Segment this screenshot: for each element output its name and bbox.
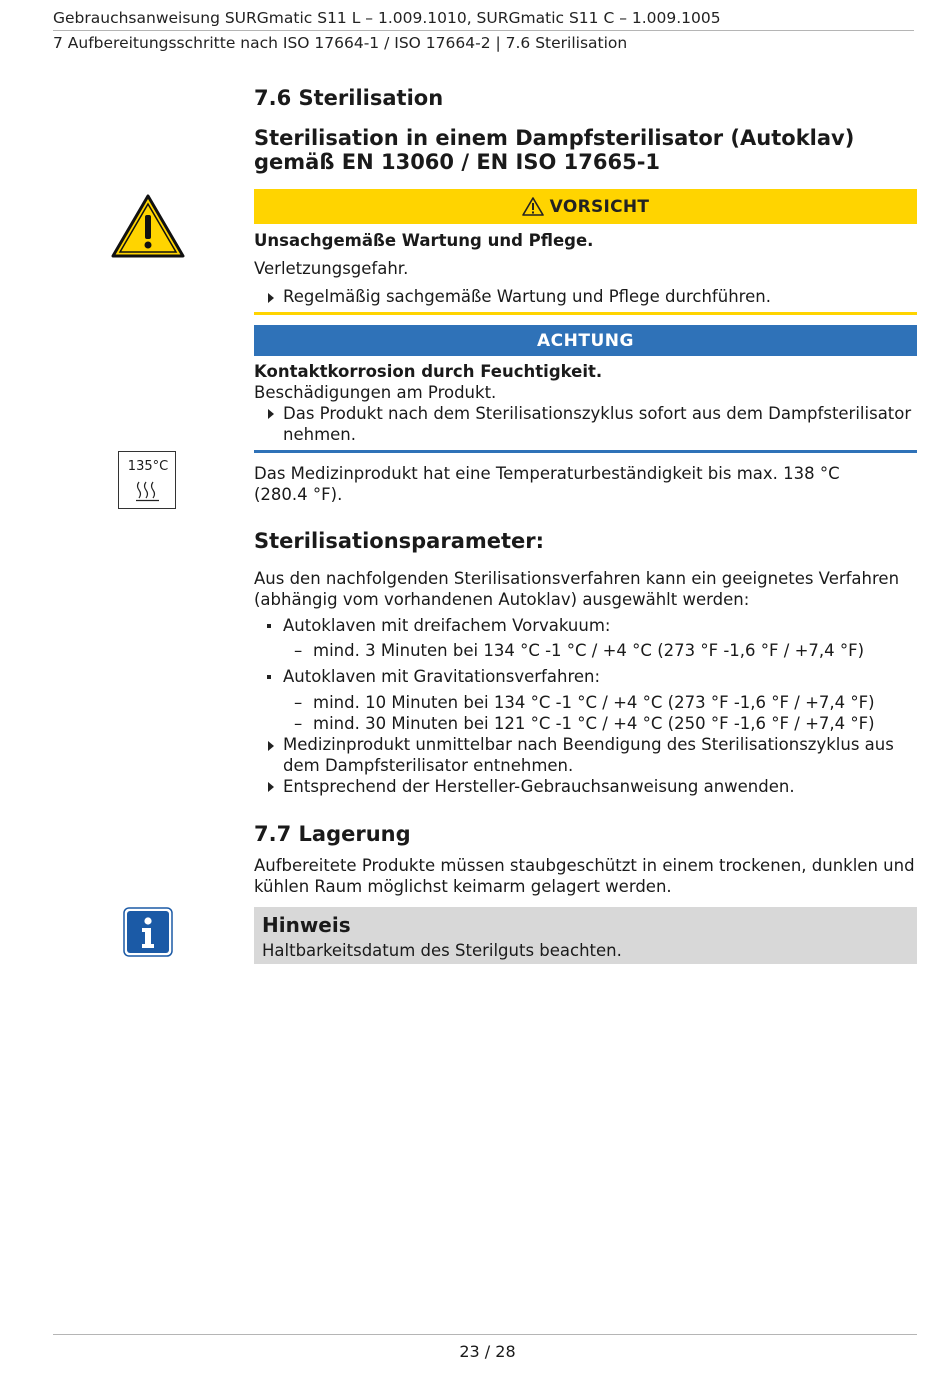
dash-bullet: – bbox=[294, 641, 303, 660]
hinweis-box bbox=[254, 907, 917, 964]
action-follow-manufacturer: Entsprechend der Hersteller-Gebrauchsanweisung anwenden. bbox=[283, 777, 795, 796]
section-heading-7-7: 7.7 Lagerung bbox=[254, 822, 411, 846]
vorsicht-action: Regelmäßig sachgemäße Wartung und Pflege durchführen. bbox=[283, 287, 771, 306]
vorsicht-consequence: Verletzungsgefahr. bbox=[254, 259, 409, 278]
achtung-banner bbox=[254, 325, 917, 356]
page-number: 23 / 28 bbox=[459, 1342, 516, 1361]
achtung-end-rule bbox=[254, 450, 917, 453]
breadcrumb: 7 Aufbereitungsschritte nach ISO 17664-1 / ISO 17664-2 | 7.6 Sterilisation bbox=[53, 34, 628, 52]
list-item-vorvakuum: Autoklaven mit dreifachem Vorvakuum: bbox=[283, 616, 611, 635]
action-arrow-icon bbox=[268, 409, 274, 419]
subheading-line2: gemäß EN 13060 / EN ISO 17665-1 bbox=[254, 150, 661, 174]
achtung-action-line1: Das Produkt nach dem Sterilisationszyklus sofort aus dem Dampfsterilisator bbox=[283, 404, 912, 423]
vorsicht-title: Unsachgemäße Wartung und Pflege. bbox=[254, 231, 594, 250]
warning-small-icon bbox=[522, 197, 544, 216]
bullet-square-icon bbox=[267, 675, 271, 679]
sublist-item-134-10min: mind. 10 Minuten bei 134 °C -1 °C / +4 °C (273 °F -1,6 °F / +7,4 °F) bbox=[313, 693, 875, 712]
vorsicht-label: VORSICHT bbox=[549, 196, 650, 217]
achtung-label: ACHTUNG bbox=[537, 330, 634, 351]
vorsicht-banner bbox=[254, 189, 917, 224]
dash-bullet: – bbox=[294, 693, 303, 712]
temperature-icon-label: 135°C bbox=[127, 459, 169, 474]
sublist-item-134-3min: mind. 3 Minuten bei 134 °C -1 °C / +4 °C (273 °F -1,6 °F / +7,4 °F) bbox=[313, 641, 865, 660]
section-heading-7-6: 7.6 Sterilisation bbox=[254, 86, 444, 110]
info-icon bbox=[123, 907, 173, 961]
header-divider bbox=[53, 30, 914, 31]
document-title: Gebrauchsanweisung SURGmatic S11 L – 1.009.1010, SURGmatic S11 C – 1.009.1005 bbox=[53, 9, 721, 27]
temperature-text-line2: (280.4 °F). bbox=[254, 485, 343, 504]
action-arrow-icon bbox=[268, 782, 274, 792]
action-remove-line2: dem Dampfsterilisator entnehmen. bbox=[283, 756, 574, 775]
storage-text-line2: kühlen Raum möglichst keimarm gelagert werden. bbox=[254, 877, 672, 896]
list-item-gravitation: Autoklaven mit Gravitationsverfahren: bbox=[283, 667, 601, 686]
footer-divider bbox=[53, 1334, 917, 1335]
dash-bullet: – bbox=[294, 714, 303, 733]
storage-text-line1: Aufbereitete Produkte müssen staubgeschützt in einem trockenen, dunklen und bbox=[254, 856, 915, 875]
steam-waves-icon bbox=[135, 480, 161, 502]
parameters-heading: Sterilisationsparameter: bbox=[254, 529, 545, 553]
hinweis-title: Hinweis bbox=[262, 913, 351, 937]
achtung-action-line2: nehmen. bbox=[283, 425, 356, 444]
parameters-intro-line2: (abhängig vom vorhandenen Autoklav) ausgewählt werden: bbox=[254, 590, 750, 609]
action-remove-line1: Medizinprodukt unmittelbar nach Beendigung des Sterilisationszyklus aus bbox=[283, 735, 894, 754]
bullet-square-icon bbox=[267, 624, 271, 628]
action-arrow-icon bbox=[268, 741, 274, 751]
temperature-text-line1: Das Medizinprodukt hat eine Temperaturbeständigkeit bis max. 138 °C bbox=[254, 464, 840, 483]
hinweis-text: Haltbarkeitsdatum des Sterilguts beachten. bbox=[262, 941, 622, 960]
warning-triangle-icon bbox=[110, 193, 186, 263]
achtung-title: Kontaktkorrosion durch Feuchtigkeit. bbox=[254, 362, 603, 381]
sublist-item-121-30min: mind. 30 Minuten bei 121 °C -1 °C / +4 °C (250 °F -1,6 °F / +7,4 °F) bbox=[313, 714, 875, 733]
vorsicht-end-rule bbox=[254, 312, 917, 315]
action-arrow-icon bbox=[268, 293, 274, 303]
temperature-135c-icon bbox=[118, 451, 176, 509]
parameters-intro-line1: Aus den nachfolgenden Sterilisationsverfahren kann ein geeignetes Verfahren bbox=[254, 569, 900, 588]
achtung-consequence: Beschädigungen am Produkt. bbox=[254, 383, 497, 402]
subheading-line1: Sterilisation in einem Dampfsterilisator (Autoklav) bbox=[254, 126, 855, 150]
